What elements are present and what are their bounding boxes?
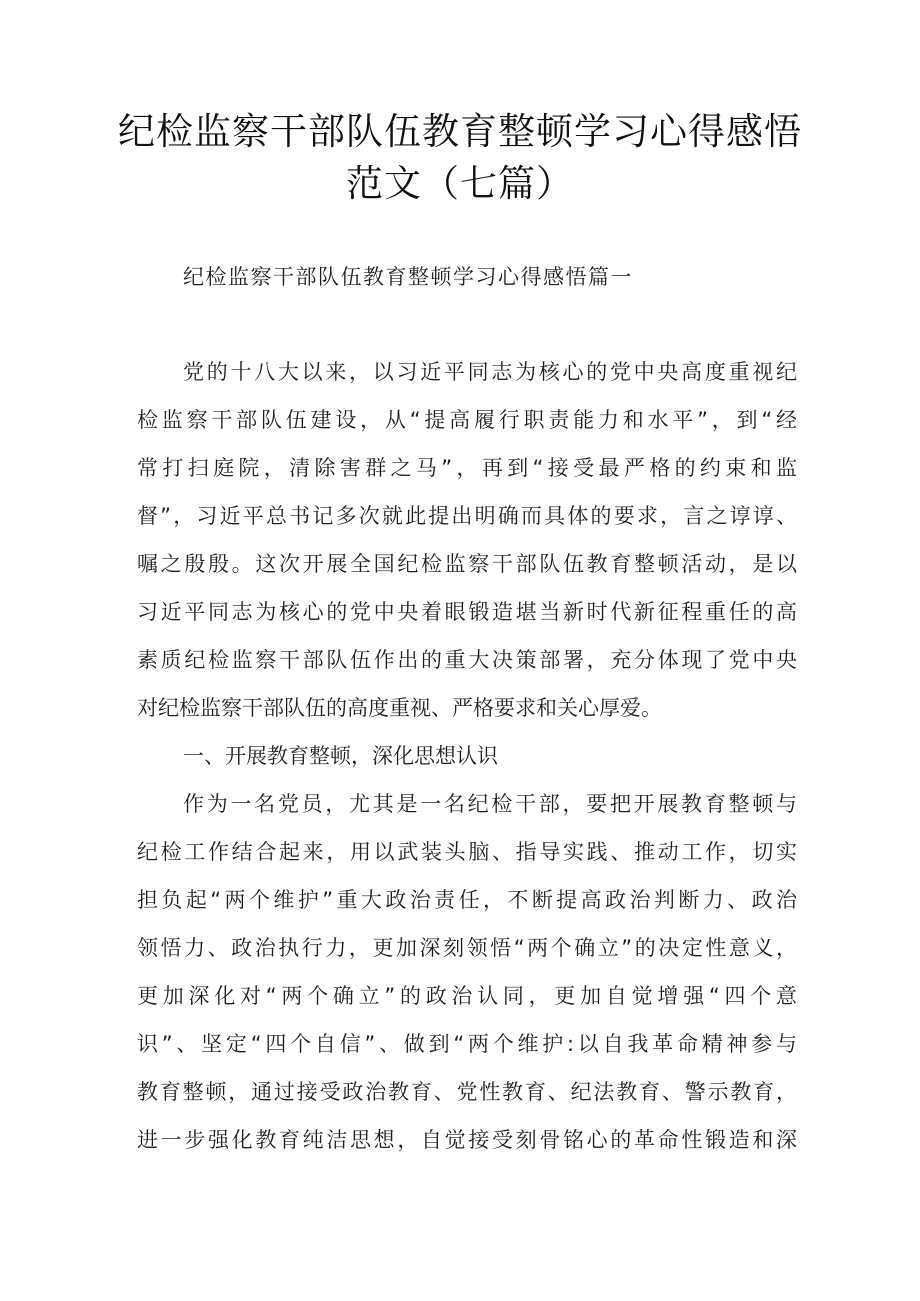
paragraph-line: 素质纪检监察干部队伍作出的重大决策部署，充分体现了党中央 (137, 648, 797, 672)
paragraph-line: 纪检工作结合起来，用以武装头脑、指导实践、推动工作，切实 (137, 840, 797, 864)
paragraph-line: 担负起“两个维护”重大政治责任，不断提高政治判断力、政治 (137, 888, 797, 912)
paragraph-line: 识”、坚定“四个自信”、做到“两个维护:以自我革命精神参与 (137, 1032, 797, 1056)
paragraph-line: 常打扫庭院，清除害群之马”，再到“接受最严格的约束和监 (137, 456, 797, 480)
paragraph-line: 教育整顿，通过接受政治教育、党性教育、纪法教育、警示教育， (137, 1080, 797, 1104)
document-title-line-2: 范文（七篇） (346, 162, 574, 205)
document-title-line-1: 纪检监察干部队伍教育整顿学习心得感悟 (118, 110, 802, 153)
paragraph-line: 党的十八大以来，以习近平同志为核心的党中央高度重视纪 (183, 360, 797, 384)
paragraph-line: 检监察干部队伍建设，从“提高履行职责能力和水平”，到“经 (137, 408, 797, 432)
paragraph-line: 督”，习近平总书记多次就此提出明确而具体的要求，言之谆谆、 (137, 504, 797, 528)
paragraph-line: 对纪检监察干部队伍的高度重视、严格要求和关心厚爱。 (137, 696, 662, 720)
paragraph-line: 更加深化对“两个确立”的政治认同，更加自觉增强“四个意 (137, 984, 797, 1008)
paragraph-line: 嘱之殷殷。这次开展全国纪检监察干部队伍教育整顿活动，是以 (137, 552, 797, 576)
section-subheading: 一、开展教育整顿，深化思想认识 (183, 744, 498, 768)
paragraph-line: 作为一名党员，尤其是一名纪检干部，要把开展教育整顿与 (183, 792, 797, 816)
paragraph-line: 领悟力、政治执行力，更加深刻领悟“两个确立”的决定性意义， (137, 936, 797, 960)
paragraph-line: 习近平同志为核心的党中央着眼锻造堪当新时代新征程重任的高 (137, 600, 797, 624)
paragraph-line: 进一步强化教育纯洁思想，自觉接受刻骨铭心的革命性锻造和深 (137, 1128, 797, 1152)
section-heading: 纪检监察干部队伍教育整顿学习心得感悟篇一 (183, 265, 633, 289)
